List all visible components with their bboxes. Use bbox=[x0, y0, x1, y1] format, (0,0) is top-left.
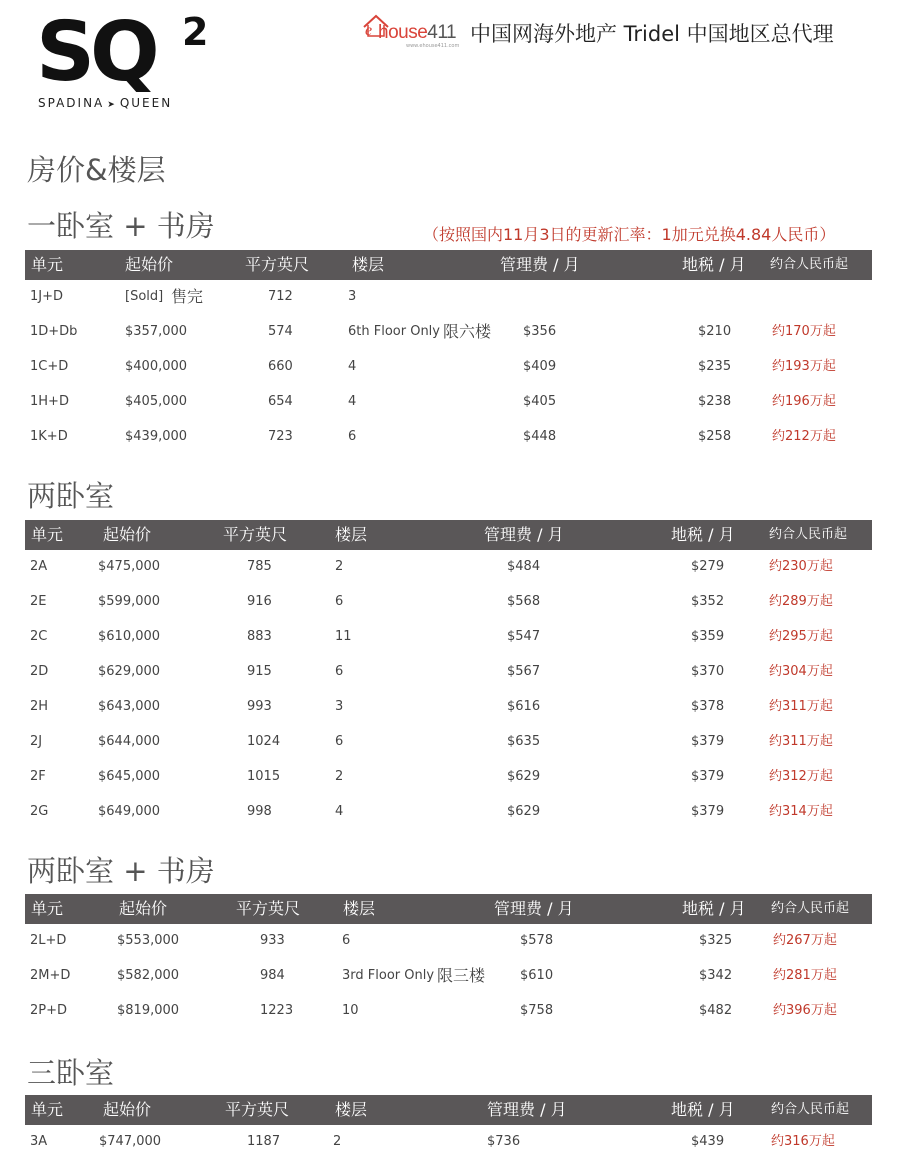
unit-cell: 1C+D bbox=[30, 359, 69, 374]
section-title: 两卧室 bbox=[27, 479, 115, 513]
unit-cell: 2F bbox=[30, 769, 46, 784]
table-row bbox=[25, 314, 872, 349]
logo-subtitle bbox=[38, 96, 172, 110]
price-cell: $610,000 bbox=[98, 629, 161, 644]
price-cell: $629,000 bbox=[98, 664, 161, 679]
property-tax-cell: $359 bbox=[691, 629, 725, 644]
price-cell: $599,000 bbox=[98, 594, 161, 609]
floor-cell: 2 bbox=[333, 1134, 342, 1149]
unit-cell: 2P+D bbox=[30, 1003, 68, 1018]
property-tax-cell: $325 bbox=[699, 933, 733, 948]
column-header: 单元 bbox=[31, 899, 64, 918]
table-header bbox=[25, 1095, 872, 1125]
table-row bbox=[25, 958, 872, 993]
table-row bbox=[25, 619, 872, 654]
floor-cell: 2 bbox=[335, 559, 344, 574]
rmb-price-cell: 约170万起 bbox=[772, 324, 836, 339]
unit-cell: 2M+D bbox=[30, 968, 71, 983]
logo-superscript: 2 bbox=[182, 10, 209, 54]
rmb-price-cell: 约312万起 bbox=[769, 769, 833, 784]
maintenance-fee-cell: $610 bbox=[520, 968, 554, 983]
rmb-price-cell: 约193万起 bbox=[772, 359, 836, 374]
arrow-icon: ➤ bbox=[107, 100, 117, 110]
sqft-cell: 883 bbox=[247, 629, 272, 644]
floor-note-cell: 限六楼 bbox=[443, 322, 492, 341]
rmb-price-cell: 约212万起 bbox=[772, 429, 836, 444]
column-header: 地税 / 月 bbox=[682, 899, 746, 918]
price-cell: [Sold] bbox=[125, 289, 164, 304]
table-row bbox=[25, 384, 872, 419]
table-row bbox=[25, 993, 872, 1028]
property-tax-cell: $378 bbox=[691, 699, 725, 714]
sqft-cell: 1223 bbox=[260, 1003, 294, 1018]
page-title: 房价&楼层 bbox=[27, 153, 166, 187]
price-cell: $582,000 bbox=[117, 968, 180, 983]
floor-cell: 4 bbox=[335, 804, 344, 819]
brand-url: www.ehouse411.com bbox=[406, 43, 460, 49]
unit-cell: 2J bbox=[30, 734, 43, 749]
column-header: 起始价 bbox=[125, 255, 174, 274]
sqft-cell: 723 bbox=[268, 429, 293, 444]
unit-cell: 1J+D bbox=[30, 289, 64, 304]
column-header: 约合人民币起 bbox=[771, 1102, 850, 1117]
column-header: 地税 / 月 bbox=[671, 525, 735, 544]
unit-cell: 2H bbox=[30, 699, 49, 714]
section-title: 三卧室 bbox=[27, 1056, 115, 1090]
sqft-cell: 574 bbox=[268, 324, 293, 339]
maintenance-fee-cell: $567 bbox=[507, 664, 541, 679]
floor-cell: 6 bbox=[335, 734, 344, 749]
sqft-cell: 660 bbox=[268, 359, 293, 374]
price-cell: $649,000 bbox=[98, 804, 161, 819]
sqft-cell: 916 bbox=[247, 594, 272, 609]
sqft-cell: 1024 bbox=[247, 734, 281, 749]
table-header bbox=[25, 520, 872, 550]
column-header: 平方英尺 bbox=[236, 899, 301, 918]
table-row bbox=[25, 549, 872, 584]
maintenance-fee-cell: $448 bbox=[523, 429, 557, 444]
unit-cell: 1K+D bbox=[30, 429, 68, 444]
maintenance-fee-cell: $356 bbox=[523, 324, 557, 339]
maintenance-fee-cell: $616 bbox=[507, 699, 541, 714]
price-note-cell: 售完 bbox=[171, 287, 204, 306]
unit-cell: 1H+D bbox=[30, 394, 69, 409]
column-header: 地税 / 月 bbox=[682, 255, 746, 274]
price-cell: $475,000 bbox=[98, 559, 161, 574]
property-tax-cell: $482 bbox=[699, 1003, 733, 1018]
table-header bbox=[25, 250, 872, 280]
price-cell: $819,000 bbox=[117, 1003, 180, 1018]
table-row bbox=[25, 654, 872, 689]
sqft-cell: 654 bbox=[268, 394, 293, 409]
floor-note-cell: 限三楼 bbox=[437, 966, 486, 985]
property-tax-cell: $210 bbox=[698, 324, 732, 339]
price-cell: $439,000 bbox=[125, 429, 188, 444]
column-header: 楼层 bbox=[335, 1100, 368, 1119]
column-header: 起始价 bbox=[119, 899, 168, 918]
rmb-price-cell: 约316万起 bbox=[771, 1134, 835, 1149]
price-cell: $357,000 bbox=[125, 324, 188, 339]
floor-cell: 2 bbox=[335, 769, 344, 784]
unit-cell: 3A bbox=[30, 1134, 48, 1149]
brand-wordmark: house411 bbox=[378, 22, 457, 43]
column-header: 约合人民币起 bbox=[770, 257, 849, 272]
table-row bbox=[25, 584, 872, 619]
price-cell: $645,000 bbox=[98, 769, 161, 784]
maintenance-fee-cell: $629 bbox=[507, 804, 541, 819]
table-row bbox=[25, 419, 872, 454]
rmb-price-cell: 约314万起 bbox=[769, 804, 833, 819]
rmb-price-cell: 约396万起 bbox=[773, 1003, 837, 1018]
section-title: 一卧室 + 书房 bbox=[27, 209, 215, 243]
column-header: 楼层 bbox=[335, 525, 368, 544]
column-header: 地税 / 月 bbox=[671, 1100, 735, 1119]
table-row bbox=[25, 349, 872, 384]
property-tax-cell: $379 bbox=[691, 769, 725, 784]
floor-cell: 3 bbox=[335, 699, 344, 714]
floor-cell: 6 bbox=[335, 664, 344, 679]
floor-cell: 11 bbox=[335, 629, 352, 644]
column-header: 约合人民币起 bbox=[769, 527, 848, 542]
sqft-cell: 1187 bbox=[247, 1134, 281, 1149]
sqft-cell: 993 bbox=[247, 699, 272, 714]
maintenance-fee-cell: $409 bbox=[523, 359, 557, 374]
price-cell: $644,000 bbox=[98, 734, 161, 749]
maintenance-fee-cell: $758 bbox=[520, 1003, 554, 1018]
rmb-price-cell: 约267万起 bbox=[773, 933, 837, 948]
column-header: 管理费 / 月 bbox=[487, 1100, 567, 1119]
sqft-cell: 915 bbox=[247, 664, 272, 679]
column-header: 单元 bbox=[31, 525, 64, 544]
property-tax-cell: $439 bbox=[691, 1134, 725, 1149]
table-row bbox=[25, 279, 872, 314]
unit-cell: 2A bbox=[30, 559, 48, 574]
sqft-cell: 1015 bbox=[247, 769, 281, 784]
property-tax-cell: $279 bbox=[691, 559, 725, 574]
maintenance-fee-cell: $736 bbox=[487, 1134, 521, 1149]
price-cell: $643,000 bbox=[98, 699, 161, 714]
floor-cell: 3rd Floor Only bbox=[342, 968, 435, 983]
floor-cell: 6 bbox=[348, 429, 357, 444]
column-header: 平方英尺 bbox=[225, 1100, 290, 1119]
section-title: 两卧室 + 书房 bbox=[27, 854, 215, 888]
unit-cell: 2G bbox=[30, 804, 49, 819]
maintenance-fee-cell: $578 bbox=[520, 933, 554, 948]
sqft-cell: 712 bbox=[268, 289, 293, 304]
sqft-cell: 933 bbox=[260, 933, 285, 948]
floor-cell: 6th Floor Only bbox=[348, 324, 440, 339]
table-row bbox=[25, 759, 872, 794]
price-cell: $747,000 bbox=[99, 1134, 162, 1149]
unit-cell: 2L+D bbox=[30, 933, 67, 948]
column-header: 管理费 / 月 bbox=[484, 525, 564, 544]
rmb-price-cell: 约281万起 bbox=[773, 968, 837, 983]
price-cell: $553,000 bbox=[117, 933, 180, 948]
sqft-cell: 785 bbox=[247, 559, 272, 574]
header-text: 中国网海外地产 Tridel 中国地区总代理 bbox=[470, 22, 834, 46]
table-row bbox=[25, 689, 872, 724]
floor-cell: 10 bbox=[342, 1003, 359, 1018]
exchange-rate-note: （按照国内11月3日的更新汇率：1加元兑换4.84人民币） bbox=[423, 225, 836, 244]
maintenance-fee-cell: $405 bbox=[523, 394, 557, 409]
rmb-price-cell: 约295万起 bbox=[769, 629, 833, 644]
column-header: 管理费 / 月 bbox=[494, 899, 574, 918]
property-tax-cell: $235 bbox=[698, 359, 732, 374]
maintenance-fee-cell: $547 bbox=[507, 629, 541, 644]
column-header: 管理费 / 月 bbox=[500, 255, 580, 274]
table-row bbox=[25, 794, 872, 829]
property-tax-cell: $379 bbox=[691, 734, 725, 749]
column-header: 平方英尺 bbox=[223, 525, 288, 544]
property-tax-cell: $352 bbox=[691, 594, 725, 609]
unit-cell: 2D bbox=[30, 664, 49, 679]
floor-cell: 3 bbox=[348, 289, 357, 304]
logo-sub-left: SPADINA bbox=[38, 96, 105, 110]
property-tax-cell: $379 bbox=[691, 804, 725, 819]
logo-sub-right: QUEEN bbox=[119, 96, 173, 110]
floor-cell: 6 bbox=[335, 594, 344, 609]
rmb-price-cell: 约196万起 bbox=[772, 394, 836, 409]
unit-cell: 2E bbox=[30, 594, 47, 609]
rmb-price-cell: 约289万起 bbox=[769, 594, 833, 609]
sqft-cell: 984 bbox=[260, 968, 285, 983]
column-header: 起始价 bbox=[103, 525, 152, 544]
table-row bbox=[25, 724, 872, 759]
unit-cell: 1D+Db bbox=[30, 324, 78, 339]
rmb-price-cell: 约304万起 bbox=[769, 664, 833, 679]
maintenance-fee-cell: $635 bbox=[507, 734, 541, 749]
maintenance-fee-cell: $568 bbox=[507, 594, 541, 609]
column-header: 单元 bbox=[31, 1100, 64, 1119]
unit-cell: 2C bbox=[30, 629, 48, 644]
floor-cell: 6 bbox=[342, 933, 351, 948]
ehouse411-logo bbox=[362, 14, 462, 48]
floor-cell: 4 bbox=[348, 394, 357, 409]
property-tax-cell: $258 bbox=[698, 429, 732, 444]
property-tax-cell: $370 bbox=[691, 664, 725, 679]
rmb-price-cell: 约311万起 bbox=[769, 734, 833, 749]
maintenance-fee-cell: $629 bbox=[507, 769, 541, 784]
price-cell: $400,000 bbox=[125, 359, 188, 374]
sqft-cell: 998 bbox=[247, 804, 272, 819]
sq2-logo bbox=[36, 5, 216, 112]
rmb-price-cell: 约311万起 bbox=[769, 699, 833, 714]
column-header: 平方英尺 bbox=[245, 255, 310, 274]
floor-cell: 4 bbox=[348, 359, 357, 374]
column-header: 楼层 bbox=[343, 899, 376, 918]
column-header: 单元 bbox=[31, 255, 64, 274]
svg-text:e: e bbox=[365, 22, 373, 38]
table-row bbox=[25, 923, 872, 958]
logo-main-text: SQ bbox=[36, 5, 155, 100]
table-header bbox=[25, 894, 872, 924]
column-header: 楼层 bbox=[352, 255, 385, 274]
price-cell: $405,000 bbox=[125, 394, 188, 409]
column-header: 起始价 bbox=[103, 1100, 152, 1119]
column-header: 约合人民币起 bbox=[771, 901, 850, 916]
table-row bbox=[25, 1124, 872, 1159]
maintenance-fee-cell: $484 bbox=[507, 559, 541, 574]
rmb-price-cell: 约230万起 bbox=[769, 559, 833, 574]
property-tax-cell: $342 bbox=[699, 968, 733, 983]
property-tax-cell: $238 bbox=[698, 394, 732, 409]
